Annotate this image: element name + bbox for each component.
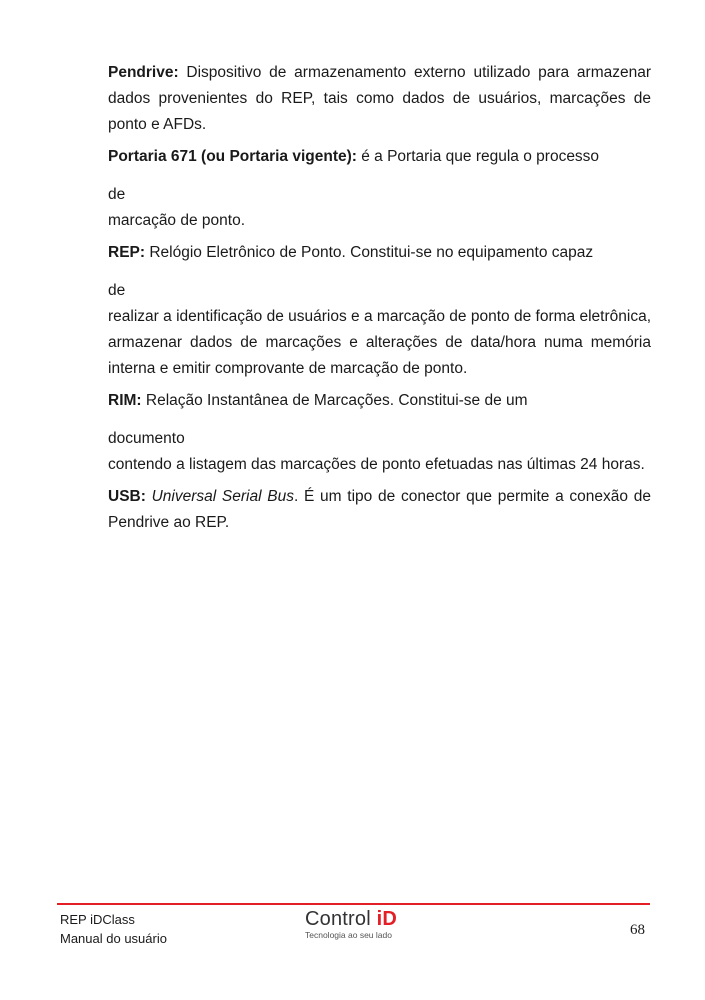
footer-product-name: REP iDClass (60, 912, 135, 927)
page-number: 68 (630, 922, 645, 938)
term-portaria: Portaria 671 (ou Portaria vigente): (108, 148, 357, 165)
continuation-rep: realizar a identificação de usuários e a marcação de ponto de forma eletrônica, armazenar dados de marcações e alterações de data/hora numa memória interna e emitir comprovante de marcação de ponto. (108, 308, 651, 377)
orphan-word-rim: documento (108, 430, 185, 447)
entry-usb (108, 484, 651, 536)
orphan-word-portaria: de (108, 186, 126, 203)
entry-portaria (108, 144, 651, 170)
entry-rep (108, 240, 651, 266)
definition-pendrive: Dispositivo de armazenamento externo utilizado para armazenar dados provenientes do REP, tais como dados de usuários, marcações de ponto e AFDs. (108, 64, 651, 133)
definition-rep: Relógio Eletrônico de Ponto. Constitui-se no equipamento capaz (145, 244, 594, 261)
footer-divider (57, 903, 650, 905)
term-usb: USB: (108, 488, 146, 505)
continuation-rim: contendo a listagem das marcações de ponto efetuadas nas últimas 24 horas. (108, 456, 645, 473)
footer-manual-label: Manual do usuário (60, 931, 167, 946)
definition-rim: Relação Instantânea de Marcações. Constitui-se de um (141, 392, 528, 409)
footer-document-info (60, 910, 167, 948)
orphan-word-rep: de (108, 282, 126, 299)
term-pendrive: Pendrive: (108, 64, 179, 81)
term-rim: RIM: (108, 392, 142, 409)
term-rep: REP: (108, 244, 146, 261)
glossary-content (108, 60, 651, 542)
logo-main-text: Control (305, 908, 377, 930)
entry-pendrive (108, 60, 651, 138)
logo-tagline: Tecnologia ao seu lado (305, 930, 392, 940)
definition-usb: . É um tipo de conector que permite a conexão de Pendrive ao REP. (108, 488, 651, 531)
definition-usb-italic: Universal Serial Bus (151, 488, 294, 505)
definition-portaria: é a Portaria que regula o processo (356, 148, 600, 165)
logo-accent-text: iD (376, 908, 398, 930)
logo-wordmark (305, 908, 415, 930)
entry-rim (108, 388, 651, 414)
control-id-logo (305, 908, 415, 944)
continuation-portaria: marcação de ponto. (108, 212, 246, 229)
